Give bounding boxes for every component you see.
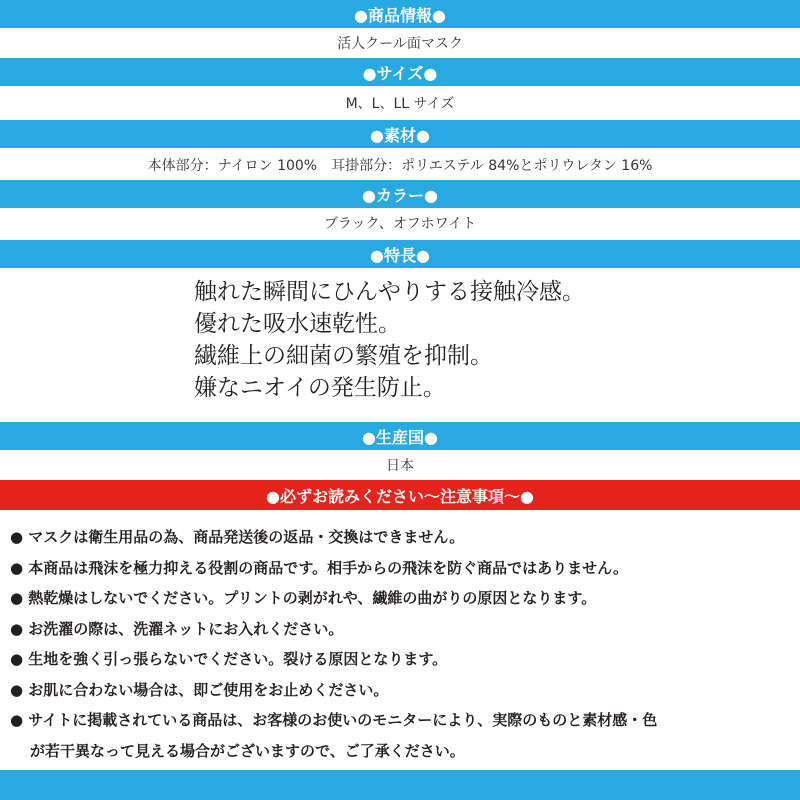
material-header: ●素材●	[0, 120, 800, 148]
notice-item: ● お肌に合わない場合は、即ご使用をお止めください。	[10, 680, 389, 699]
origin-header: ●生産国●	[0, 422, 800, 450]
origin-value: 日本	[386, 458, 414, 474]
color-header: ●カラー●	[0, 180, 800, 208]
feature-item: 嫌なニオイの発生防止。	[194, 375, 446, 401]
product-info-header: ●商品情報●	[0, 0, 800, 28]
notice-item: ● 熱乾燥はしないでください。プリントの剥がれや、繊維の曲がりの原因となります。	[10, 589, 597, 607]
product-name: 活人クール面マスク	[337, 36, 463, 52]
notice-item: ● サイトに掲載されている商品は、お客様のお使いのモニターにより、実際のものと素材感・色	[10, 711, 658, 729]
size-header: ●サイズ●	[0, 58, 800, 86]
notice-item: ● マスクは衛生用品の為、商品発送後の返品・交換はできません。	[10, 528, 465, 546]
feature-item: 優れた吸水速乾性。	[194, 311, 401, 337]
notice-header: ●必ずお読みください〜注意事項〜●	[0, 480, 800, 510]
notice-item: ● お洗濯の際は、洗濯ネットにお入れください。	[10, 619, 344, 638]
material-value: 本体部分：ナイロン 100% 耳掛部分：ポリエステル 84%とポリウレタン 16%	[147, 158, 653, 174]
size-value: M、L、LL サイズ	[345, 96, 455, 112]
color-value: ブラック、オフホワイト	[323, 216, 477, 232]
notice-item: ● 本商品は飛沫を極力抑える役割の商品です。相手からの飛沫を防ぐ商品ではありません。	[10, 558, 629, 577]
notice-item: ● 生地を強く引っ張らないでください。裂ける原因となります。	[10, 650, 448, 668]
features-list	[194, 276, 585, 404]
features-header: ●特長●	[0, 240, 800, 268]
feature-item: 触れた瞬間にひんやりする接触冷感。	[194, 279, 585, 305]
notice-item-continuation: が若干異なって見える場合がございますので、ご了承ください。	[30, 741, 465, 760]
feature-item: 繊維上の細菌の繁殖を抑制。	[194, 343, 493, 369]
footer-bar	[0, 770, 800, 800]
notice-list	[10, 522, 790, 766]
